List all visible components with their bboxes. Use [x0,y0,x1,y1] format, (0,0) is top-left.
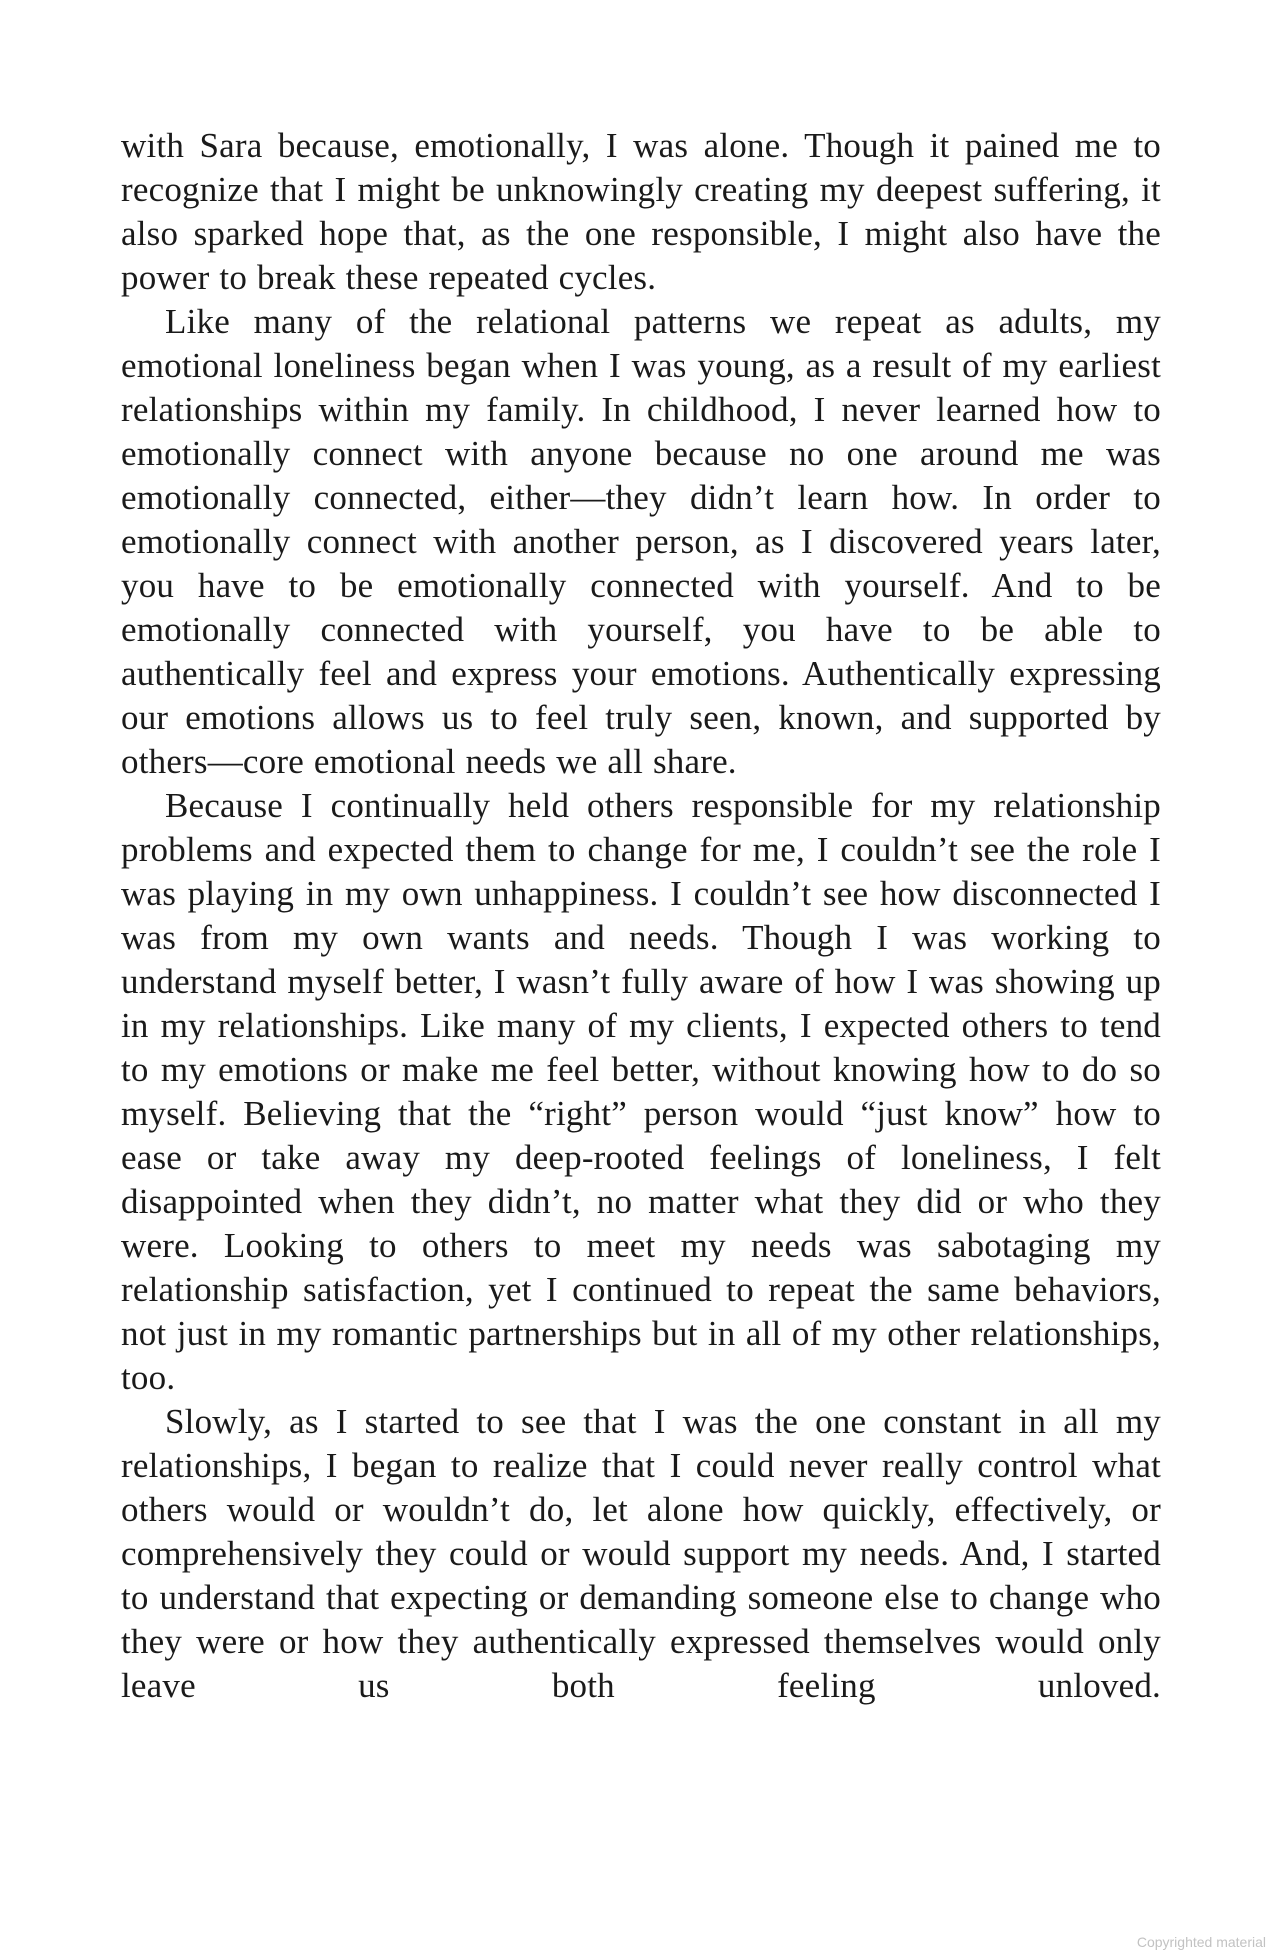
paragraph-held-others-responsible: Because I continually held others responsible for my relationship problems and expected them to change for me, I couldn’t see the role I was playing in my own unhappiness. I couldn’t see how disconnected I was from my own wants and needs. Though I was working to understand myself better, I wasn’t fully aware of how I was showing up in my relationships. Like many of my clients, I expected others to tend to my emotions or make me feel better, without knowing how to do so myself. Believing that the “right” person would “just know” how to ease or take away my deep-rooted feelings of loneliness, I felt disappointed when they didn’t, no matter what they did or who they were. Looking to others to meet my needs was sabotaging my relationship satisfaction, yet I continued to repeat the same behaviors, not just in my romantic partnerships but in all of my other relationships, too. [121,786,1161,1397]
paragraph-emotional-loneliness: Like many of the relational patterns we repeat as adults, my emotional loneliness began when I was young, as a result of my earliest relationships within my family. In childhood, I never learned how to emotionally connect with anyone because no one around me was emotionally connected, either—they didn’t learn how. In order to emotionally connect with another person, as I discovered years later, you have to be emotionally connected with yourself. And to be emotionally connected with yourself, you have to be able to authentically feel and express your emotions. Authentically expressing our emotions allows us to feel truly seen, known, and supported by others—core emotional needs we all share. [121,302,1161,781]
copyright-watermark: Copyrighted material [1136,1934,1266,1950]
paragraph-one-constant: Slowly, as I started to see that I was the one constant in all my relationships, I began to realize that I could never really control what others would or wouldn’t do, let alone how quickly, effectively, or comprehensively they could or would support my needs. And, I started to understand that expecting or demanding someone else to change who they were or how they authentically expressed themselves would only leave us both feeling unloved. [121,1402,1161,1705]
paragraph-continued: with Sara because, emotionally, I was alone. Though it pained me to recognize that I might be unknowingly creating my deepest suffering, it also sparked hope that, as the one responsible, I might also have the power to break these repeated cycles. [121,126,1161,297]
book-page [121,124,1161,1708]
